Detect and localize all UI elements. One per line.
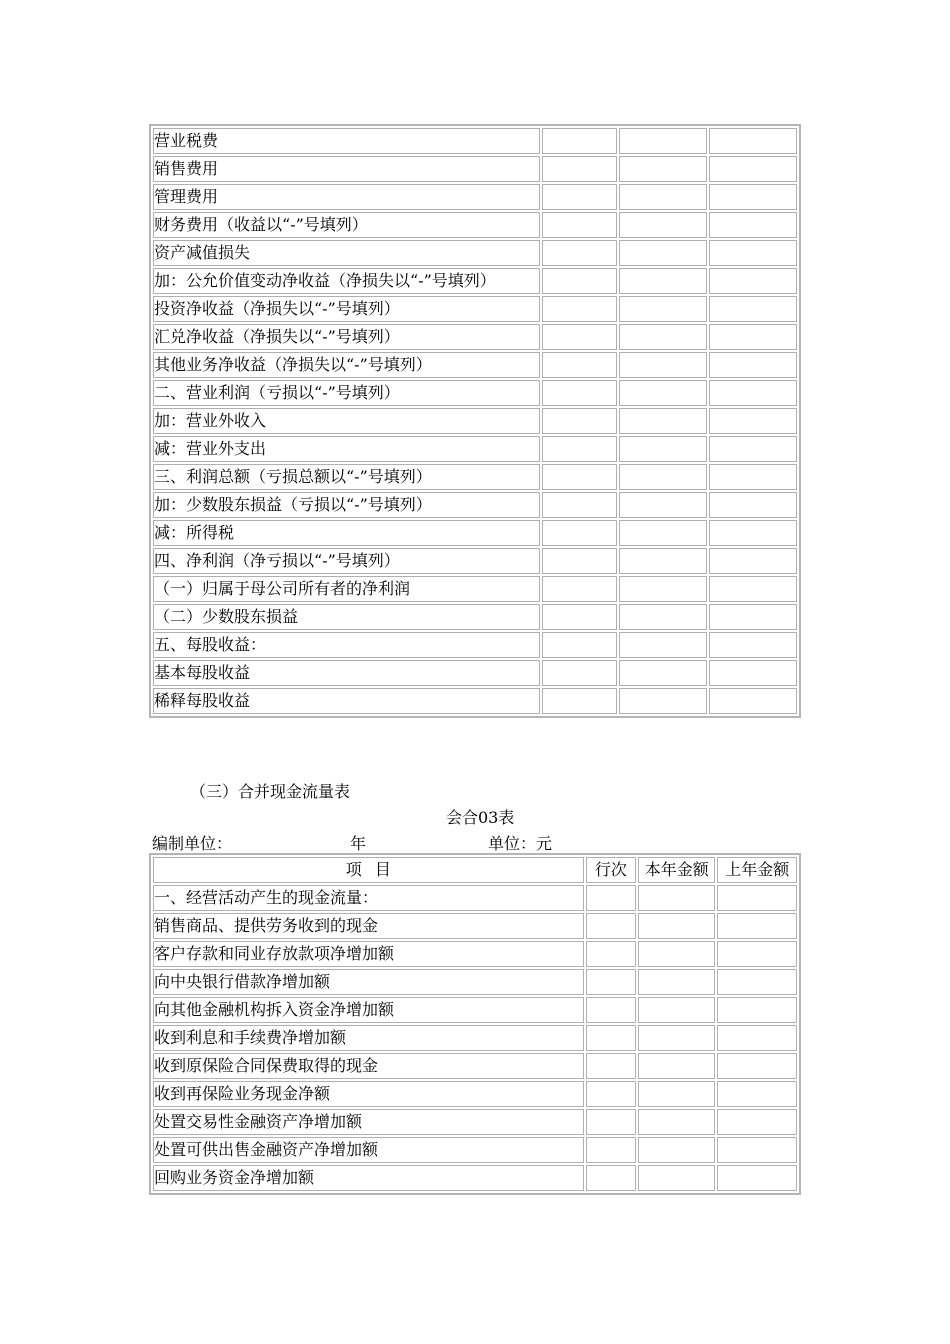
value-cell [709, 660, 797, 686]
row-label: 加：少数股东损益（亏损以“-”号填列） [153, 492, 540, 518]
value-cell [542, 464, 617, 490]
row-label: 向中央银行借款净增加额 [153, 969, 584, 995]
row-label: （二）少数股东损益 [153, 604, 540, 630]
row-label: 管理费用 [153, 184, 540, 210]
row-label: 加：公允价值变动净收益（净损失以“-”号填列） [153, 268, 540, 294]
table-header-row [153, 857, 797, 883]
value-cell [542, 520, 617, 546]
value-cell [619, 268, 706, 294]
value-cell [542, 604, 617, 630]
row-label: 客户存款和同业存放款项净增加额 [153, 941, 584, 967]
table-row [153, 1081, 797, 1107]
value-cell [542, 296, 617, 322]
row-label: 五、每股收益： [153, 632, 540, 658]
table-row [153, 941, 797, 967]
value-cell [542, 408, 617, 434]
value-cell [619, 408, 706, 434]
value-cell [542, 492, 617, 518]
value-cell [542, 688, 617, 714]
value-cell [619, 492, 706, 518]
row-label: 处置可供出售金融资产净增加额 [153, 1137, 584, 1163]
value-cell [586, 997, 636, 1023]
value-cell [717, 1081, 797, 1107]
table-row [153, 128, 797, 154]
table-row [153, 240, 797, 266]
row-label: 向其他金融机构拆入资金净增加额 [153, 997, 584, 1023]
row-label: 回购业务资金净增加额 [153, 1165, 584, 1191]
value-cell [586, 1025, 636, 1051]
header-item: 项 目 [153, 857, 584, 883]
value-cell [709, 408, 797, 434]
value-cell [619, 156, 706, 182]
value-cell [709, 324, 797, 350]
row-label: 销售费用 [153, 156, 540, 182]
value-cell [638, 941, 715, 967]
value-cell [586, 913, 636, 939]
value-cell [638, 1137, 715, 1163]
row-label: 一、经营活动产生的现金流量： [153, 885, 584, 911]
value-cell [638, 885, 715, 911]
value-cell [709, 296, 797, 322]
table-row [153, 464, 797, 490]
value-cell [709, 184, 797, 210]
value-cell [638, 1025, 715, 1051]
table-row [153, 296, 797, 322]
value-cell [638, 1081, 715, 1107]
value-cell [619, 212, 706, 238]
row-label: 减：所得税 [153, 520, 540, 546]
table-row [153, 380, 797, 406]
table-row [153, 913, 797, 939]
value-cell [542, 240, 617, 266]
value-cell [638, 969, 715, 995]
value-cell [709, 212, 797, 238]
value-cell [586, 885, 636, 911]
value-cell [709, 632, 797, 658]
row-label: 收到再保险业务现金净额 [153, 1081, 584, 1107]
value-cell [709, 604, 797, 630]
header-prior-year: 上年金额 [717, 857, 797, 883]
value-cell [709, 268, 797, 294]
table-row [153, 408, 797, 434]
value-cell [638, 1109, 715, 1135]
row-label: 财务费用（收益以“-”号填列） [153, 212, 540, 238]
value-cell [586, 1137, 636, 1163]
value-cell [709, 520, 797, 546]
value-cell [709, 128, 797, 154]
table-row [153, 660, 797, 686]
unit-label: 单位：元 [488, 834, 553, 853]
row-label: 销售商品、提供劳务收到的现金 [153, 913, 584, 939]
value-cell [709, 576, 797, 602]
value-cell [586, 1081, 636, 1107]
value-cell [709, 380, 797, 406]
value-cell [709, 240, 797, 266]
value-cell [542, 548, 617, 574]
value-cell [717, 913, 797, 939]
row-label: 处置交易性金融资产净增加额 [153, 1109, 584, 1135]
value-cell [586, 1165, 636, 1191]
value-cell [542, 660, 617, 686]
value-cell [619, 240, 706, 266]
value-cell [542, 184, 617, 210]
table-row [153, 576, 797, 602]
value-cell [619, 352, 706, 378]
table-row [153, 885, 797, 911]
value-cell [638, 1053, 715, 1079]
value-cell [619, 464, 706, 490]
value-cell [717, 1109, 797, 1135]
value-cell [638, 913, 715, 939]
value-cell [619, 604, 706, 630]
value-cell [638, 1165, 715, 1191]
table-row [153, 1137, 797, 1163]
table-row [153, 604, 797, 630]
value-cell [709, 492, 797, 518]
table-row [153, 324, 797, 350]
row-label: 营业税费 [153, 128, 540, 154]
value-cell [586, 1109, 636, 1135]
table-row [153, 688, 797, 714]
value-cell [717, 885, 797, 911]
value-cell [619, 184, 706, 210]
value-cell [709, 352, 797, 378]
value-cell [542, 324, 617, 350]
value-cell [619, 688, 706, 714]
value-cell [717, 1165, 797, 1191]
row-label: 三、利润总额（亏损总额以“-”号填列） [153, 464, 540, 490]
income-statement-table [149, 124, 801, 718]
table-row [153, 520, 797, 546]
value-cell [619, 576, 706, 602]
value-cell [717, 941, 797, 967]
table-row [153, 436, 797, 462]
value-cell [709, 464, 797, 490]
header-line-no: 行次 [586, 857, 636, 883]
table-row [153, 632, 797, 658]
form-code: 会合03表 [446, 808, 515, 827]
value-cell [709, 436, 797, 462]
row-label: 减：营业外支出 [153, 436, 540, 462]
table-row [153, 1165, 797, 1191]
value-cell [586, 969, 636, 995]
table-row [153, 184, 797, 210]
value-cell [619, 324, 706, 350]
value-cell [542, 352, 617, 378]
row-label: 基本每股收益 [153, 660, 540, 686]
table-row [153, 156, 797, 182]
value-cell [638, 997, 715, 1023]
row-label: 二、营业利润（亏损以“-”号填列） [153, 380, 540, 406]
value-cell [717, 997, 797, 1023]
table-row [153, 352, 797, 378]
row-label: 其他业务净收益（净损失以“-”号填列） [153, 352, 540, 378]
table-row [153, 492, 797, 518]
value-cell [619, 548, 706, 574]
table-row [153, 268, 797, 294]
value-cell [717, 1137, 797, 1163]
value-cell [619, 632, 706, 658]
row-label: 稀释每股收益 [153, 688, 540, 714]
prepared-by-label: 编制单位： [152, 834, 233, 853]
table-row [153, 1109, 797, 1135]
row-label: 资产减值损失 [153, 240, 540, 266]
table-row [153, 548, 797, 574]
value-cell [619, 660, 706, 686]
value-cell [586, 1053, 636, 1079]
row-label: （一）归属于母公司所有者的净利润 [153, 576, 540, 602]
value-cell [542, 128, 617, 154]
value-cell [717, 969, 797, 995]
year-label: 年 [350, 834, 367, 853]
value-cell [619, 436, 706, 462]
value-cell [619, 380, 706, 406]
value-cell [717, 1025, 797, 1051]
value-cell [586, 941, 636, 967]
table-row [153, 1053, 797, 1079]
row-label: 收到利息和手续费净增加额 [153, 1025, 584, 1051]
table-row [153, 969, 797, 995]
value-cell [542, 268, 617, 294]
value-cell [709, 688, 797, 714]
value-cell [542, 380, 617, 406]
cash-flow-table [149, 853, 801, 1195]
table-row [153, 997, 797, 1023]
value-cell [619, 296, 706, 322]
value-cell [542, 156, 617, 182]
row-label: 四、净利润（净亏损以“-”号填列） [153, 548, 540, 574]
value-cell [542, 632, 617, 658]
value-cell [619, 128, 706, 154]
value-cell [709, 156, 797, 182]
row-label: 加：营业外收入 [153, 408, 540, 434]
table-row [153, 1025, 797, 1051]
row-label: 收到原保险合同保费取得的现金 [153, 1053, 584, 1079]
cash-flow-section-title: （三）合并现金流量表 [190, 782, 351, 801]
value-cell [542, 436, 617, 462]
row-label: 汇兑净收益（净损失以“-”号填列） [153, 324, 540, 350]
value-cell [619, 520, 706, 546]
value-cell [542, 576, 617, 602]
table-row [153, 212, 797, 238]
header-current-year: 本年金额 [638, 857, 715, 883]
value-cell [709, 548, 797, 574]
row-label: 投资净收益（净损失以“-”号填列） [153, 296, 540, 322]
value-cell [717, 1053, 797, 1079]
value-cell [542, 212, 617, 238]
